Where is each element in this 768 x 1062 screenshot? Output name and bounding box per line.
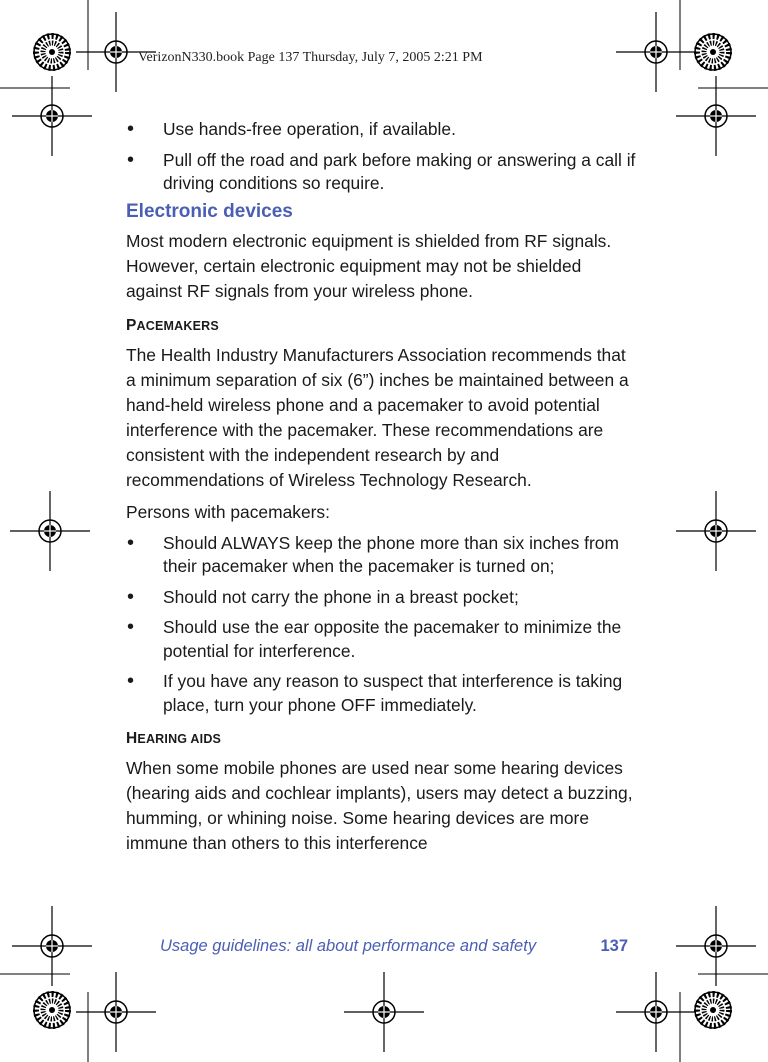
registration-starburst: [695, 34, 731, 70]
paragraph: Persons with pacemakers:: [126, 501, 330, 522]
registration-crosshair: [344, 972, 424, 1052]
registration-crosshair: [676, 491, 756, 571]
subheading-initial: H: [126, 730, 138, 747]
list-item: • Should use the ear opposite the pacemaker to minimize the potential for interference.: [126, 616, 636, 663]
list-item: • Should ALWAYS keep the phone more than six inches from their pacemaker when the pacemaker is turned on;: [126, 532, 636, 579]
list-item: • Should not carry the phone in a breast pocket;: [126, 586, 636, 610]
page-number: 137: [600, 937, 628, 955]
page-content: [126, 118, 636, 863]
registration-starburst: [34, 992, 70, 1028]
subheading-initial: P: [126, 316, 137, 334]
section-heading-electronic-devices: Electronic devices: [126, 200, 293, 222]
registration-crosshair: [616, 12, 696, 92]
pacemaker-guidelines-list: [126, 532, 636, 718]
subheading-rest: EARING AIDS: [137, 732, 222, 746]
registration-crosshair: [10, 491, 90, 571]
registration-starburst: [695, 992, 731, 1028]
subheading-hearing-aids: [126, 729, 636, 749]
paragraph: When some mobile phones are used near some hearing devices (hearing aids and cochlear implants), users may detect a buzzing, humming, or whining noise. Some hearing devices are more immune than others to this interference: [126, 758, 633, 853]
subheading-rest: ACEMAKERS: [136, 318, 219, 333]
print-slug: VerizonN330.book Page 137 Thursday, July 7, 2005 2:21 PM: [138, 50, 483, 65]
registration-crosshair: [616, 972, 696, 1052]
list-item: • Use hands-free operation, if available.: [126, 118, 636, 142]
subheading-pacemakers: [126, 316, 636, 336]
paragraph: Most modern electronic equipment is shielded from RF signals. However, certain electronic equipment may not be shielded against RF signals from your wireless phone.: [126, 230, 612, 301]
footer-title: Usage guidelines: all about performance and safety: [160, 937, 537, 955]
registration-starburst: [34, 34, 70, 70]
driving-tips-list: [126, 118, 636, 196]
list-item: • If you have any reason to suspect that interference is taking place, turn your phone OFF immediately.: [126, 670, 636, 717]
paragraph: The Health Industry Manufacturers Association recommends that a minimum separation of six (6”) inches be maintained between a hand-held wireless phone and a pacemaker to avoid potential interference with the pacemaker. These recommendations are consistent with the independent research by and recommendations of Wireless Technology Research.: [126, 344, 629, 490]
list-item: • Pull off the road and park before making or answering a call if driving conditions so require.: [126, 149, 636, 196]
